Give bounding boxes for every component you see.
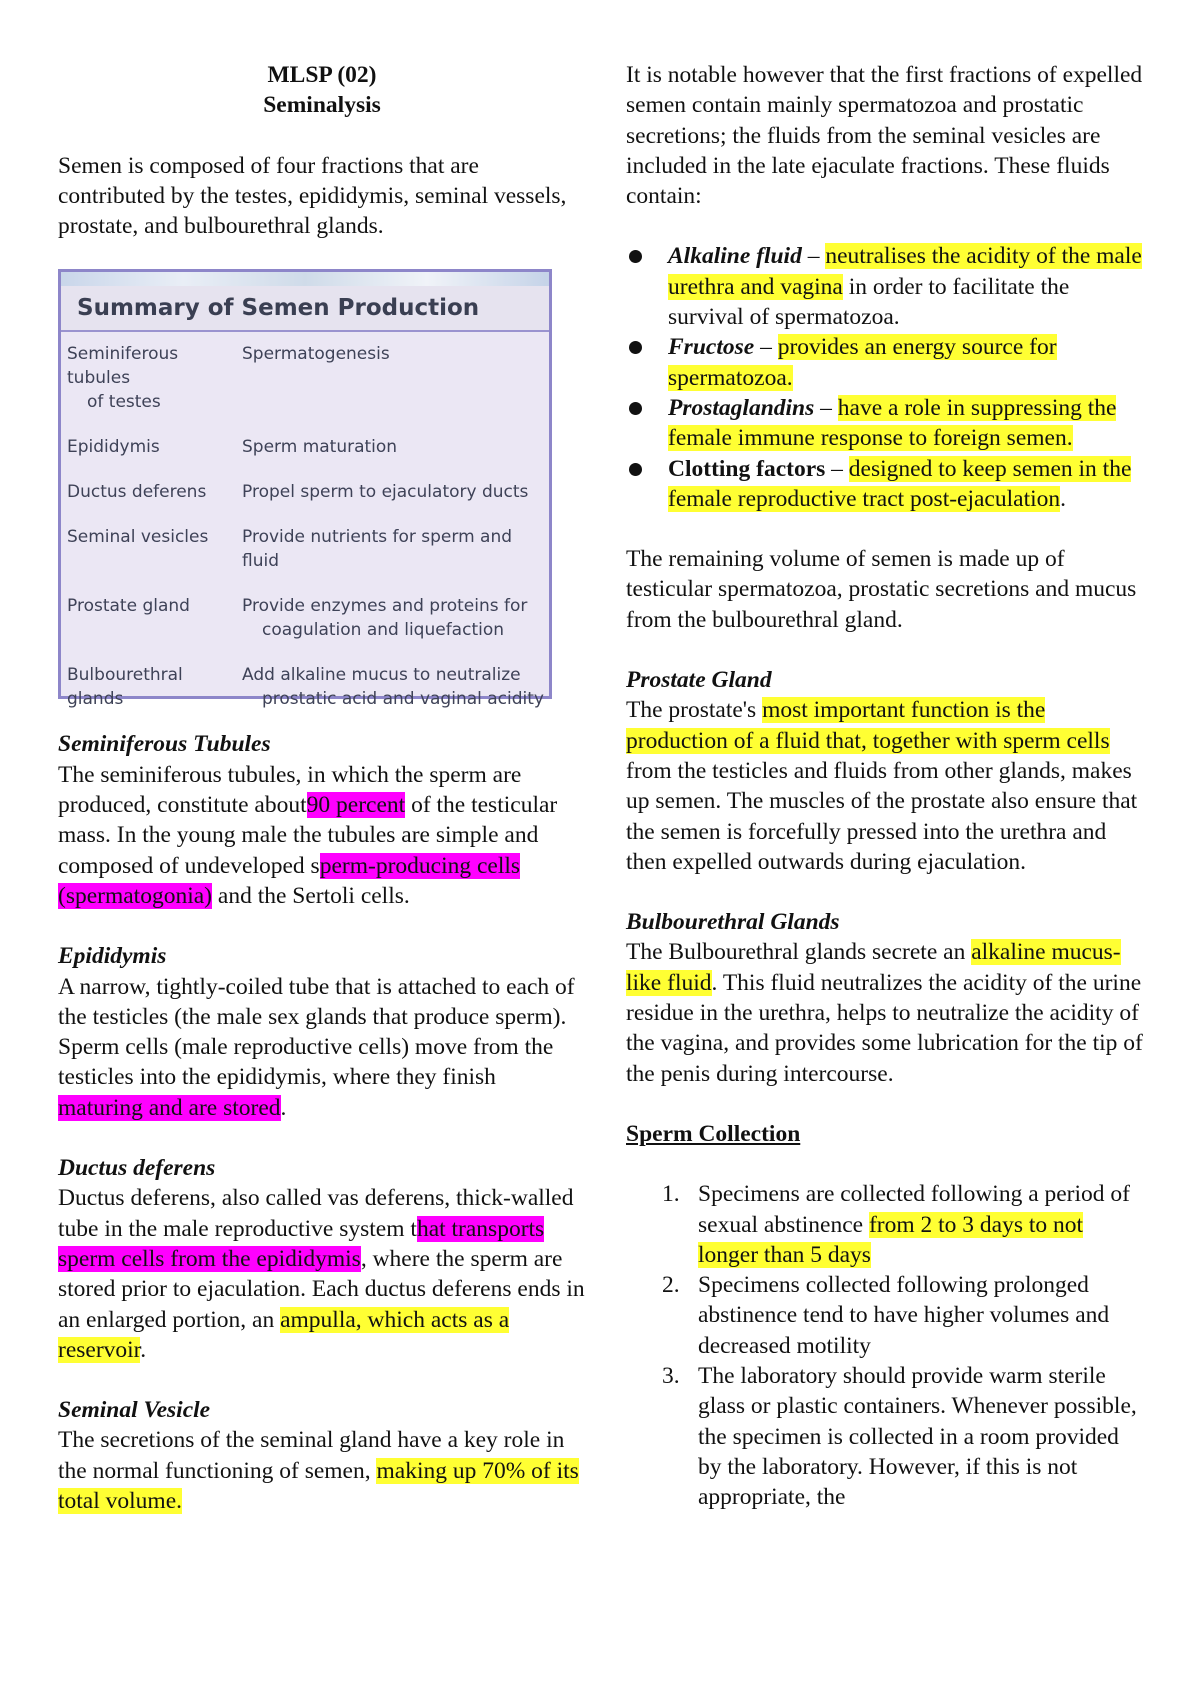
organ-cell: Prostate gland (67, 596, 190, 617)
table-row (61, 433, 549, 478)
list-item: 3. The laboratory should provide warm sterile glass or plastic containers. Whenever possible, the specimen is collected in a room provided by the laboratory. However, if this is not appropriate, the (662, 1362, 1137, 1511)
highlight: alkaline mucus-like fluid (626, 939, 1121, 996)
left-column (58, 60, 586, 1516)
highlight: designed to keep semen in the female reproductive tract post-ejaculation (668, 455, 1132, 512)
bulbo-paragraph: The Bulbourethral glands secrete an alkaline mucus-like fluid. This fluid neutralizes the acidity of the urine residue in the urethra, helps to neutralize the acidity of the vagina, and provides some lubrication for the tip of the penis during intercourse. (626, 939, 1143, 1087)
bullet-icon (629, 402, 642, 415)
function-cell: Spermatogenesis (242, 344, 390, 365)
fluids-list (626, 241, 1148, 514)
organ-cell: Epididymis (67, 437, 160, 458)
highlight: have a role in suppressing the female immune response to foreign semen. (668, 394, 1117, 452)
collection-list (626, 1179, 1148, 1512)
organ-cell: Bulbourethral glands (67, 665, 183, 710)
function-cell: Propel sperm to ejaculatory ducts (242, 482, 529, 503)
collection-heading: Sperm Collection (626, 1120, 801, 1147)
vesicle-heading: Seminal Vesicle (58, 1397, 211, 1424)
bullet-icon (629, 463, 642, 476)
highlight: from 2 to 3 days to not longer than 5 days (698, 1211, 1084, 1268)
list-item: 2. Specimens collected following prolonged abstinence tend to have higher volumes and decreased motility (662, 1272, 1110, 1359)
highlight: 90 percent (306, 792, 406, 819)
remaining-paragraph: The remaining volume of semen is made up of testicular spermatozoa, prostatic secretions and mucus from the bulbourethral gland. (626, 546, 1137, 633)
list-item: 1. Specimens are collected following a period of sexual abstinence from 2 to 3 days to not longer than 5 days (662, 1181, 1130, 1268)
table-row (61, 661, 549, 713)
fractions-paragraph: It is notable however that the first fractions of expelled semen contain mainly spermatozoa and prostatic secretions; the fluids from the seminal vesicles are included in the late ejaculate fractions. These fluids contain: (626, 62, 1143, 210)
organ-cell: Ductus deferens (67, 482, 207, 503)
table-row (61, 478, 549, 523)
bulbo-heading: Bulbourethral Glands (626, 909, 840, 936)
figure-banner (61, 272, 549, 286)
highlight: maturing and are stored (58, 1094, 281, 1121)
epididymis-heading: Epididymis (58, 943, 167, 970)
list-item: Prostaglandins – have a role in suppressing the female immune response to foreign semen. (626, 393, 1148, 454)
vesicle-paragraph: The secretions of the seminal gland have a key role in the normal functioning of semen, making up 70% of its total volume. (58, 1427, 579, 1515)
highlight: ampulla, which acts as a reservoir (58, 1306, 510, 1363)
function-cell: Provide nutrients for sperm and fluid (242, 527, 513, 572)
summary-table (61, 340, 549, 713)
function-cell: Add alkaline mucus to neutralize (242, 665, 521, 686)
summary-table-title: Summary of Semen Production (61, 286, 549, 332)
doc-title: Seminalysis (263, 92, 381, 119)
function-cell-cont: prostatic acid and vaginal acidity (262, 689, 544, 710)
table-row (61, 340, 549, 433)
highlight: hat transports sperm cells from the epididymis (58, 1215, 545, 1272)
summary-table-figure (58, 269, 552, 710)
epididymis-paragraph: A narrow, tightly-coiled tube that is attached to each of the testicles (the male sex glands that produce sperm). Sperm cells (male reproductive cells) move from the testicles into the epididymis, where they finish maturing and are stored. (58, 973, 575, 1121)
doc-code: MLSP (02) (267, 62, 377, 88)
table-row (61, 592, 549, 661)
bullet-icon (629, 341, 642, 354)
function-cell: Sperm maturation (242, 437, 398, 458)
table-row (61, 523, 549, 592)
organ-cell-cont: of testes (87, 392, 161, 413)
function-cell: Provide enzymes and proteins for (242, 596, 528, 617)
highlight: provides an energy source for spermatozoa. (668, 334, 1057, 391)
function-cell-cont: coagulation and liquefaction (262, 620, 505, 641)
highlight: neutralises the acidity of the male urethra and vagina (668, 243, 1142, 300)
intro-paragraph: Semen is composed of four fractions that are contributed by the testes, epididymis, seminal vessels, prostate, and bulbourethral glands. (58, 152, 567, 240)
highlight: most important function is the production of a fluid that, together with sperm cells (626, 697, 1110, 754)
prostate-paragraph: The prostate's most important function is the production of a fluid that, together with sperm cells from the testicles and fluids from other glands, makes up semen. The muscles of the prostate also ensure that the semen is forcefully pressed into the urethra and then expelled outwards during ejaculation. (626, 697, 1138, 875)
list-item: Alkaline fluid – neutralises the acidity of the male urethra and vagina in order to facilitate the survival of spermatozoa. (626, 241, 1148, 332)
highlight: perm-producing cells (spermatogonia) (58, 852, 521, 909)
seminiferous-paragraph: The seminiferous tubules, in which the sperm are produced, constitute about90 percent of the testicular mass. In the young male the tubules are simple and composed of undeveloped sperm-producing cells (spermatogonia) and the Sertoli cells. (58, 761, 558, 909)
right-column (626, 60, 1148, 1512)
prostate-heading: Prostate Gland (626, 667, 772, 694)
ductus-paragraph: Ductus deferens, also called vas deferens, thick-walled tube in the male reproductive system that transports sperm cells from the epididymis, where the sperm are stored prior to ejaculation. Each ductus deferens ends in an enlarged portion, an ampulla, which acts as a reservoir. (58, 1185, 585, 1363)
ductus-heading: Ductus deferens (58, 1155, 216, 1182)
organ-cell: Seminal vesicles (67, 527, 209, 548)
organ-cell: Seminiferous tubules (67, 344, 179, 389)
bullet-icon (629, 250, 642, 263)
seminiferous-heading: Seminiferous Tubules (58, 731, 271, 758)
highlight: making up 70% of its total volume. (58, 1457, 579, 1515)
list-item: Clotting factors – designed to keep semen in the female reproductive tract post-ejaculation. (626, 454, 1148, 515)
list-item: Fructose – provides an energy source for spermatozoa. (626, 332, 1148, 393)
